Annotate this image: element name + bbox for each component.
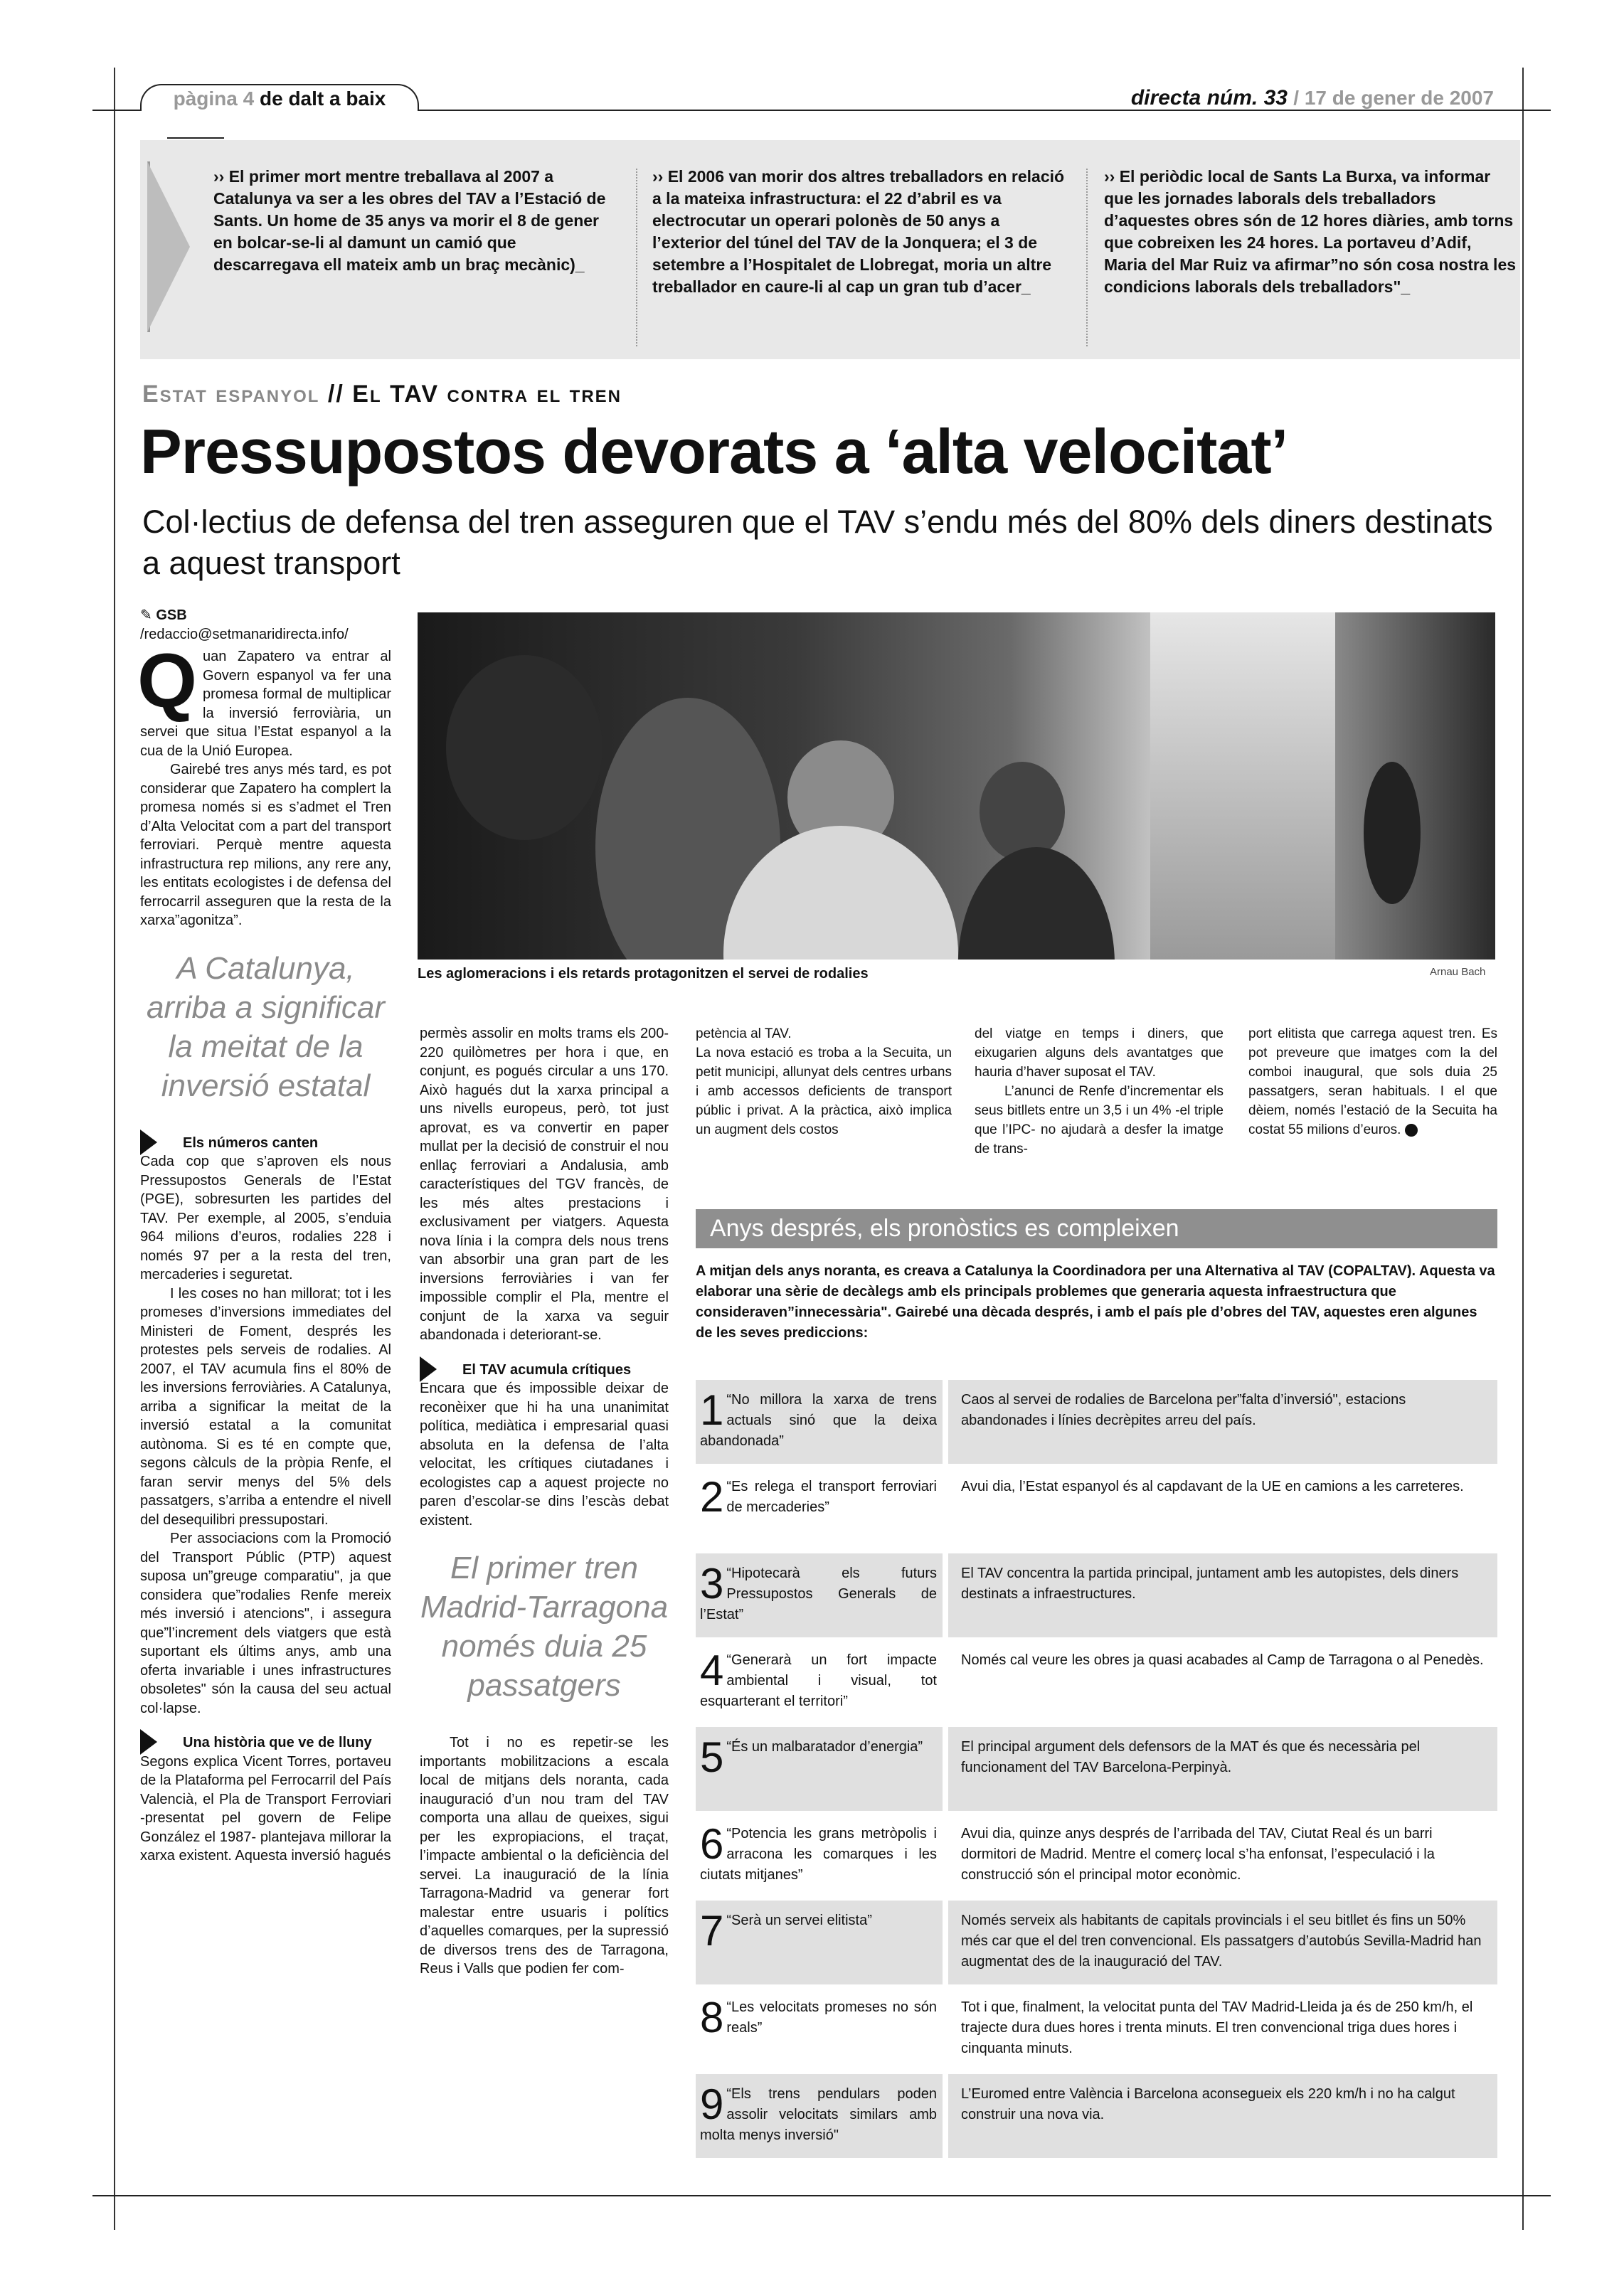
article-column-5: [1248, 1024, 1497, 1139]
paragraph: uan Zapatero va entrar al Govern espanyol va fer una promesa formal de multiplicar la inversió ferroviària, un servei que situa l’Estat espanyol a la cua de la Unió Europea.: [140, 649, 391, 759]
footer-rule: [92, 2195, 1551, 2196]
section-label: de dalt a baix: [259, 87, 386, 110]
subheading-text: Una història que ve de lluny: [183, 1735, 372, 1750]
prediction-quote: “No millora la xarxa de trens actuals sinó que la deixa abandonada”: [700, 1392, 937, 1449]
subheading: [140, 1134, 391, 1153]
person-head: [980, 762, 1065, 861]
subheading-text: El TAV acumula crítiques: [462, 1361, 632, 1378]
highlight-3: ›› El periòdic local de Sants La Burxa, va informar que les jornades laborals dels treballadors d’aquestes obres són de 12 hores diàries, amb torns que cobreixen les 24 hores. La portaveu d’Adif, Maria del Mar Ruiz va afirmar”no són cosa nostra les condicions laborals dels treballadors"_: [1104, 167, 1517, 296]
photo-credit: Arnau Bach: [1430, 966, 1486, 978]
photo-caption: Les aglomeracions i els retards protagonitzen el servei de rodalies: [418, 966, 869, 982]
arrow-icon: [147, 161, 190, 332]
prediction-row: [696, 1380, 1497, 1464]
subheadline: Col·lectius de defensa del tren asseguren que el TAV s’endu més del 80% dels diners destinats a aquest transport: [142, 504, 1493, 581]
person-body: [958, 847, 1115, 960]
prediction-number: 1: [700, 1386, 724, 1434]
prediction-reality: Caos al servei de rodalies de Barcelona per”falta d’inversió", estacions abandonades i línies decrèpites arreu del país.: [948, 1380, 1497, 1464]
publication-name: directa núm. 33: [1130, 86, 1288, 110]
margin-line-right: [1522, 68, 1524, 2230]
triangle-icon: [140, 1130, 157, 1155]
pull-quote: A Catalunya, arriba a significar la meitat de la inversió estatal: [146, 950, 386, 1103]
pen-icon: ✎: [140, 607, 156, 623]
drop-cap: Q: [137, 637, 198, 723]
divider: [1086, 169, 1088, 346]
paragraph: Gairebé tres anys més tard, es pot considerar que Zapatero ha complert la promesa només si es s’admet el Tren d’Alta Velocitat com a part del transport ferroviari. Perquè mentre aquesta infrastructura rep milions, any rere any, les entitats ecologistes i de defensa del ferrocarril asseguren que la resta de la xarxa”agonitza”.: [140, 762, 391, 928]
triangle-icon: [420, 1356, 437, 1382]
highlight-1: ›› El primer mort mentre treballava al 2007 a Catalunya va ser a les obres del TAV a l’Estació de Sants. Un home de 35 anys va morir el 8 de gener en bolcar-se-li al damunt un camió que descarregava ell mateix amb un braç mecànic)_: [213, 167, 606, 274]
paragraph: port elitista que carrega aquest tren. Es pot preveure que imatges com la del comboi inaugural, que sols duia 25 passatgers, seran habituals. I el que dèiem, només l’estació de la Secuita ha costat 55 milions d’euros.: [1248, 1026, 1497, 1137]
page-label: pàgina 4: [173, 87, 255, 110]
prediction-row: [696, 1467, 1497, 1551]
headline: Pressupostos devorats a ‘alta velocitat’: [140, 416, 1288, 487]
paragraph: La nova estació es troba a la Secuita, un petit municipi, allunyat dels centres urbans i amb accessos deficients de transport públic i privat. A la pràctica, això implica un augment dels costos: [696, 1046, 952, 1137]
triangle-icon: [140, 1729, 157, 1755]
walking-person: [1364, 762, 1421, 904]
paragraph: permès assolir en molts trams els 200-220 quilòmetres per hora i que, en conjunt, es pogués circular a uns 170. Això hagués dut la xarxa principal a uns nivells europeus, però, tot just aprovat, es va convertir en paper mullat per la decisió de construir el nou enllaç ferroviari a Andalusia, amb característiques del TGV francès, de les més altes prestacions i exclusivament per viatgers. Aquesta nova línia i la compra dels nous trens van absorbir una gran part de les inversions ferroviàries i van fer impossible complir el Pla, mentre el conjunt de la xarxa va seguir abandonada i deteriorant-se.: [420, 1026, 669, 1343]
end-mark-icon: [1405, 1124, 1418, 1137]
paragraph: petència al TAV.: [696, 1026, 792, 1041]
prediction-row: [696, 1553, 1497, 1637]
prediction-quote: “Hipotecarà els futurs Pressupostos Generals de l’Estat”: [700, 1566, 937, 1622]
highlights-box: [140, 140, 1520, 359]
page-tab: [140, 84, 419, 111]
article-column-4: [975, 1024, 1224, 1159]
article-column-1: [137, 637, 391, 1866]
prediction-number: 5: [700, 1733, 724, 1781]
predictions-title: Anys després, els pronòstics es compleixen: [696, 1209, 1497, 1248]
prediction-row: [696, 2074, 1497, 2158]
subheading: [420, 1361, 669, 1380]
prediction-reality: Avui dia, l’Estat espanyol és al capdavant de la UE en camions a les carreteres.: [961, 1479, 1464, 1494]
predictions-intro: A mitjan dels anys noranta, es creava a Catalunya la Coordinadora per una Alternativa al TAV (COPALTAV). Aquesta va elaborar una sèrie de decàlegs amb els principals problemes que generaria aquesta infraestructura que consideraven”innecessària". Gairebé una dècada després, i amb el país ple d’obres del TAV, aquestes eren algunes de les seves prediccions:: [696, 1263, 1495, 1341]
subheading: [140, 1733, 391, 1753]
article-column-2: [420, 1024, 669, 1979]
article-column-3: [696, 1024, 952, 1139]
highlight-2: ›› El 2006 van morir dos altres treballadors en relació a la mateixa infrastructura: el 22 d’abril es va electrocutar un operari polonès de 50 anys a l’exterior del túnel del TAV de la Jonquera; el 3 de setembre a l’Hospitalet de Llobregat, moria un altre treballador en caure-li al cap un gran tub d’acer_: [652, 167, 1065, 296]
kicker-topic: El TAV contra el tren: [352, 381, 622, 408]
prediction-number: 3: [700, 1560, 724, 1607]
kicker-separator: //: [327, 381, 344, 408]
news-photo: [418, 612, 1495, 960]
prediction-number: 6: [700, 1820, 724, 1868]
prediction-reality: Només serveix als habitants de capitals provincials i el seu bitllet és fins un 50% més car que el del tren convencional. Els passatgers d’autobús Sevilla-Madrid han augmentat des de la inauguració del TAV.: [948, 1901, 1497, 1984]
prediction-row: [696, 1727, 1497, 1811]
highlight-rule: [167, 137, 224, 139]
author: GSB: [156, 607, 187, 623]
paragraph: Encara que és impossible deixar de reconèixer que hi ha una unanimitat política, mediàtica i empresarial quasi absoluta en la defensa de l’alta velocitat, les crítiques ciutadanes i ecologistes cap a aquest projecte no paren d’escolar-se dins l’escàs debat existent.: [420, 1381, 669, 1529]
paragraph: I les coses no han millorat; tot i les promeses d’inversions immediates del Ministeri de Foment, després les protestes pels serveis de rodalies. Al 2007, el TAV acumula fins el 80% de les inversions ferroviàries. A Catalunya, arriba a significar la meitat de la inversió estatal a la comunitat autònoma. Si es té en compte que, segons càlculs de la pròpia Renfe, el faran servir menys del 5% dels passatgers, s’arriba a entendre el nivell del desequilibri pressupostari.: [140, 1285, 391, 1528]
kicker-section: Estat espanyol: [142, 381, 320, 408]
margin-line-left: [114, 68, 115, 2230]
subheading-text: Els números canten: [183, 1134, 319, 1151]
publication-info: [1131, 84, 1494, 112]
prediction-quote: “Es relega el transport ferroviari de mercaderies”: [726, 1479, 937, 1515]
prediction-reality: El principal argument dels defensors de la MAT és que és necessària pel funcionament del TAV Barcelona-Perpinyà.: [948, 1727, 1497, 1811]
author-email[interactable]: /redaccio@setmanaridirecta.info/: [140, 627, 349, 642]
paragraph: del viatge en temps i diners, que eixugarien alguns dels avantatges que hauria d’haver suposat el TAV.: [975, 1026, 1224, 1080]
prediction-number: 8: [700, 1994, 724, 2041]
train-side: [1150, 612, 1335, 960]
prediction-quote: “Generarà un fort impacte ambiental i visual, tot esquarterant el territori”: [700, 1652, 937, 1709]
paragraph: Cada cop que s’aproven els nous Pressupostos Generals de l’Estat (PGE), sobresurten les partides del TAV. Per exemple, al 2005, s’enduia 964 milions d’euros, rodalies 228 i només 97 per a la resta del tren, mercaderies i seguretat.: [140, 1154, 391, 1282]
prediction-quote: “És un malbaratador d’energia”: [726, 1739, 923, 1755]
paragraph: Tot i no es repetir-se les importants mobilitzacions a escala local de mitjans dels noranta, cada inauguració d’un nou tram del TAV comporta una allau de queixes, sigui per les expropiacions, el traçat, l’impacte ambiental o la deficiència del servei. La inauguració de la línia Tarragona-Madrid va generar fort malestar entre usuaris i polítics d’aquelles comarques, per la supressió de diversos trens des de Tarragona, Reus i Valls que podien fer com-: [420, 1735, 669, 1977]
prediction-reality: El TAV concentra la partida principal, juntament amb les autopistes, dels diners destinats a infraestructures.: [948, 1553, 1497, 1637]
prediction-quote: “Potencia les grans metròpolis i arracona les comarques i les ciutats mitjanes”: [700, 1826, 937, 1883]
publication-date: / 17 de gener de 2007: [1293, 87, 1494, 109]
prediction-number: 2: [700, 1473, 724, 1521]
prediction-row: [696, 1987, 1497, 2071]
paragraph: Per associacions com la Promoció del Transport Públic (PTP) aquest suposa un”greuge comparatiu", ja que considera que”rodalies Renfe mereix més inversió i atencions", i assegura que”l’increment dels viatgers que està suportant els últims anys, amb una oferta invariable i unes infrastructures obsoletes" són la causa del seu actual col·lapse.: [140, 1531, 391, 1716]
kicker: [142, 381, 622, 408]
prediction-reality: Només cal veure les obres ja quasi acabades al Camp de Tarragona o al Penedès.: [961, 1652, 1484, 1668]
prediction-reality: L’Euromed entre València i Barcelona aconsegueix els 220 km/h i no ha calgut construir una nova via.: [948, 2074, 1497, 2158]
paragraph: L’anunci de Renfe d’incrementar els seus bitllets entre un 3,5 i un 4% -el triple que l’IPC- no ajudarà a desfer la imatge de trans-: [975, 1084, 1224, 1157]
paragraph: Segons explica Vicent Torres, portaveu de la Plataforma pel Ferrocarril del País Valencià, el Pla de Transport Ferroviari -presentat pel govern de Felipe González el 1987- plantejava millorar la xarxa existent. Aquesta inversió hagués: [140, 1753, 391, 1864]
prediction-row: [696, 1901, 1497, 1984]
prediction-quote: “Els trens pendulars poden assolir velocitats similars amb molta menys inversió": [700, 2086, 937, 2143]
prediction-quote: “Les velocitats promeses no són reals”: [726, 1999, 937, 2036]
prediction-number: 7: [700, 1907, 724, 1955]
prediction-reality: Tot i que, finalment, la velocitat punta del TAV Madrid-Lleida ja és de 250 km/h, el trajecte dura dues hores i trenta minuts. El tren convencional triga dues hores i cinquanta minuts.: [961, 1999, 1473, 2056]
prediction-number: 4: [700, 1647, 724, 1694]
prediction-reality: Avui dia, quinze anys després de l’arribada del TAV, Ciutat Real és un barri dormitori de Madrid. Mentre el comerç local s’ha enfonsat, l’especulació i la construcció són el principal motor econòmic.: [961, 1826, 1435, 1883]
prediction-quote: “Serà un servei elitista”: [726, 1913, 872, 1928]
divider: [636, 169, 637, 346]
pull-quote: El primer tren Madrid-Tarragona només duia 25 passatgers: [420, 1551, 669, 1703]
prediction-row: [696, 1814, 1497, 1898]
prediction-row: [696, 1640, 1497, 1724]
person-silhouette: [446, 655, 603, 840]
prediction-number: 9: [700, 2080, 724, 2128]
